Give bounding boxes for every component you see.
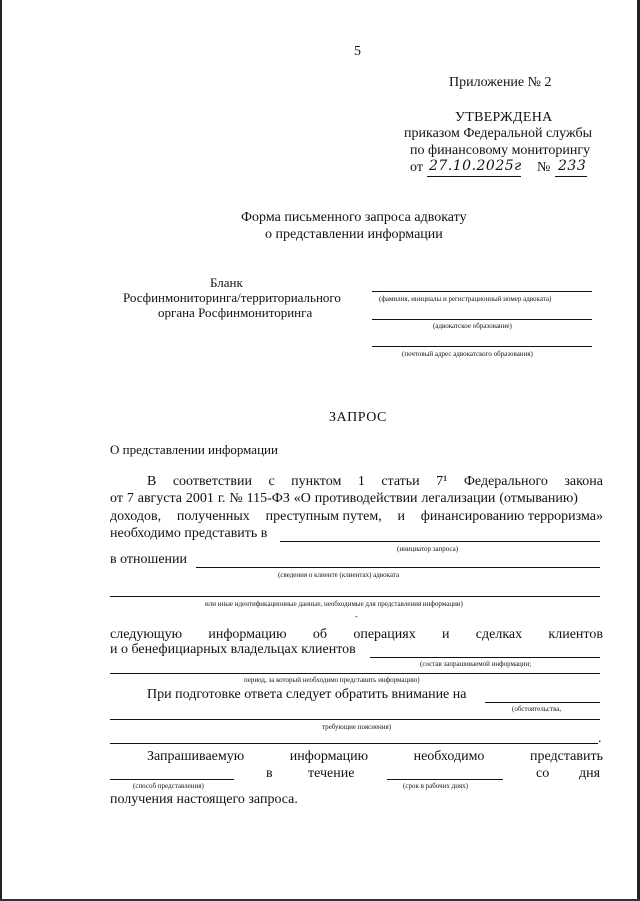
form-title-line-1: Форма письменного запроса адвокату [241, 210, 467, 225]
clarifications-caption: требующие пояснения) [322, 723, 392, 731]
during-word: течение [308, 766, 355, 781]
p4-word: информацию [289, 749, 369, 764]
requested-info-caption: (состав запрашиваемой информации; [420, 660, 532, 668]
appendix-label: Приложение № 2 [449, 75, 552, 90]
client-info-line [196, 567, 600, 568]
paragraph-3: При подготовке ответа следует обратить внимание на [147, 687, 467, 702]
p4-word: необходимо [413, 749, 485, 764]
method-line [110, 779, 234, 780]
page-left-edge [0, 0, 2, 901]
initiator-caption: (инициатор запроса) [397, 545, 459, 553]
circumstances-line [485, 702, 600, 703]
p1-word: статьи [381, 474, 420, 489]
approval-number-label: № [537, 160, 551, 175]
p1-word: 1 [357, 474, 365, 489]
p1-word: финансированию терроризма» [420, 509, 603, 524]
period-line [110, 673, 600, 674]
dash-mark: - [355, 612, 358, 621]
blank-line-3: органа Росфинмониторинга [158, 305, 313, 320]
day-word: дня [579, 766, 601, 781]
term-line [387, 779, 503, 780]
blank-line-1: Бланк [210, 275, 243, 290]
approval-date-line [427, 176, 521, 177]
paragraph-1-line-4: необходимо представить в [110, 526, 268, 541]
p2-word: об [312, 627, 328, 642]
p2-word: и [441, 627, 450, 642]
other-ident-line [110, 596, 600, 597]
p1-word: В [147, 474, 157, 489]
p1-word: пунктом [291, 474, 342, 489]
advocate-name-line [372, 291, 592, 292]
blank-line [110, 743, 598, 744]
advocate-name-caption: (фамилия, инициалы и регистрационный номер адвоката) [379, 295, 552, 303]
approval-title: УТВЕРЖДЕНА [455, 110, 553, 125]
final-line: получения настоящего запроса. [110, 792, 298, 807]
page-number: 5 [354, 44, 361, 59]
p2-word: сделках [475, 627, 523, 642]
p1-word: с [268, 474, 275, 489]
approval-date-handwritten: 27.10.2025г [429, 158, 522, 174]
from-word: со [536, 766, 550, 781]
method-caption: (способ представления) [133, 782, 204, 790]
period-caption: период, за который необходимо представить информацию) [244, 676, 420, 684]
term-caption: (срок в рабочих днях) [403, 782, 469, 790]
p4-word: представить [530, 749, 603, 764]
p2-word: операциях [353, 627, 416, 642]
p1-word: соответствии [172, 474, 252, 489]
approval-number-line [555, 176, 587, 177]
p1-word: доходов, [110, 509, 162, 524]
approval-from-label: от [410, 160, 423, 175]
other-ident-caption: или иные идентификационные данные, необходимые для представления информации) [205, 600, 463, 608]
request-subject: О представлении информации [110, 442, 278, 457]
initiator-line [280, 541, 600, 542]
form-title-line-2: о представлении информации [265, 227, 443, 242]
blank-line-dot: . [598, 731, 602, 746]
advocate-formation-line [372, 319, 592, 320]
p1-word: закона [564, 474, 603, 489]
in-relation-label: в отношении [110, 552, 188, 567]
requested-info-line [370, 657, 600, 658]
paragraph-2-line-1 [110, 627, 603, 643]
blank-line-2: Росфинмониторинга/территориального [123, 290, 341, 305]
postal-address-line [372, 346, 592, 347]
paragraph-4-line-1 [147, 749, 603, 765]
clarifications-line [110, 719, 600, 720]
paragraph-1-line-3 [110, 509, 603, 525]
paragraph-1-line-1 [147, 474, 603, 490]
paragraph-2-line-2: и о бенефициарных владельцах клиентов [110, 642, 356, 657]
approval-line-1: приказом Федеральной службы [404, 126, 592, 141]
p2-word: информацию [208, 627, 287, 642]
client-info-caption: (сведения о клиенте (клиентах) адвоката [278, 571, 400, 579]
p1-word: полученных [176, 509, 250, 524]
p4-word: Запрашиваемую [147, 749, 245, 764]
request-heading: ЗАПРОС [329, 410, 387, 425]
p1-word: 7¹ [436, 474, 448, 489]
p2-word: клиентов [548, 627, 603, 642]
approval-line-2: по финансовому мониторингу [410, 143, 591, 158]
in-word: в [266, 766, 273, 781]
p1-word: преступным путем, [265, 509, 382, 524]
circumstances-caption: (обстоятельства, [512, 705, 562, 713]
p1-word: и [397, 509, 406, 524]
p2-word: следующую [110, 627, 183, 642]
paragraph-1-line-2: от 7 августа 2001 г. № 115-ФЗ «О противодействии легализации (отмыванию) [110, 491, 578, 506]
postal-address-caption: (почтовый адрес адвокатского образования) [402, 350, 533, 358]
p1-word: Федерального [463, 474, 548, 489]
advocate-formation-caption: (адвокатское образование) [433, 322, 512, 330]
approval-number-handwritten: 233 [558, 158, 587, 174]
